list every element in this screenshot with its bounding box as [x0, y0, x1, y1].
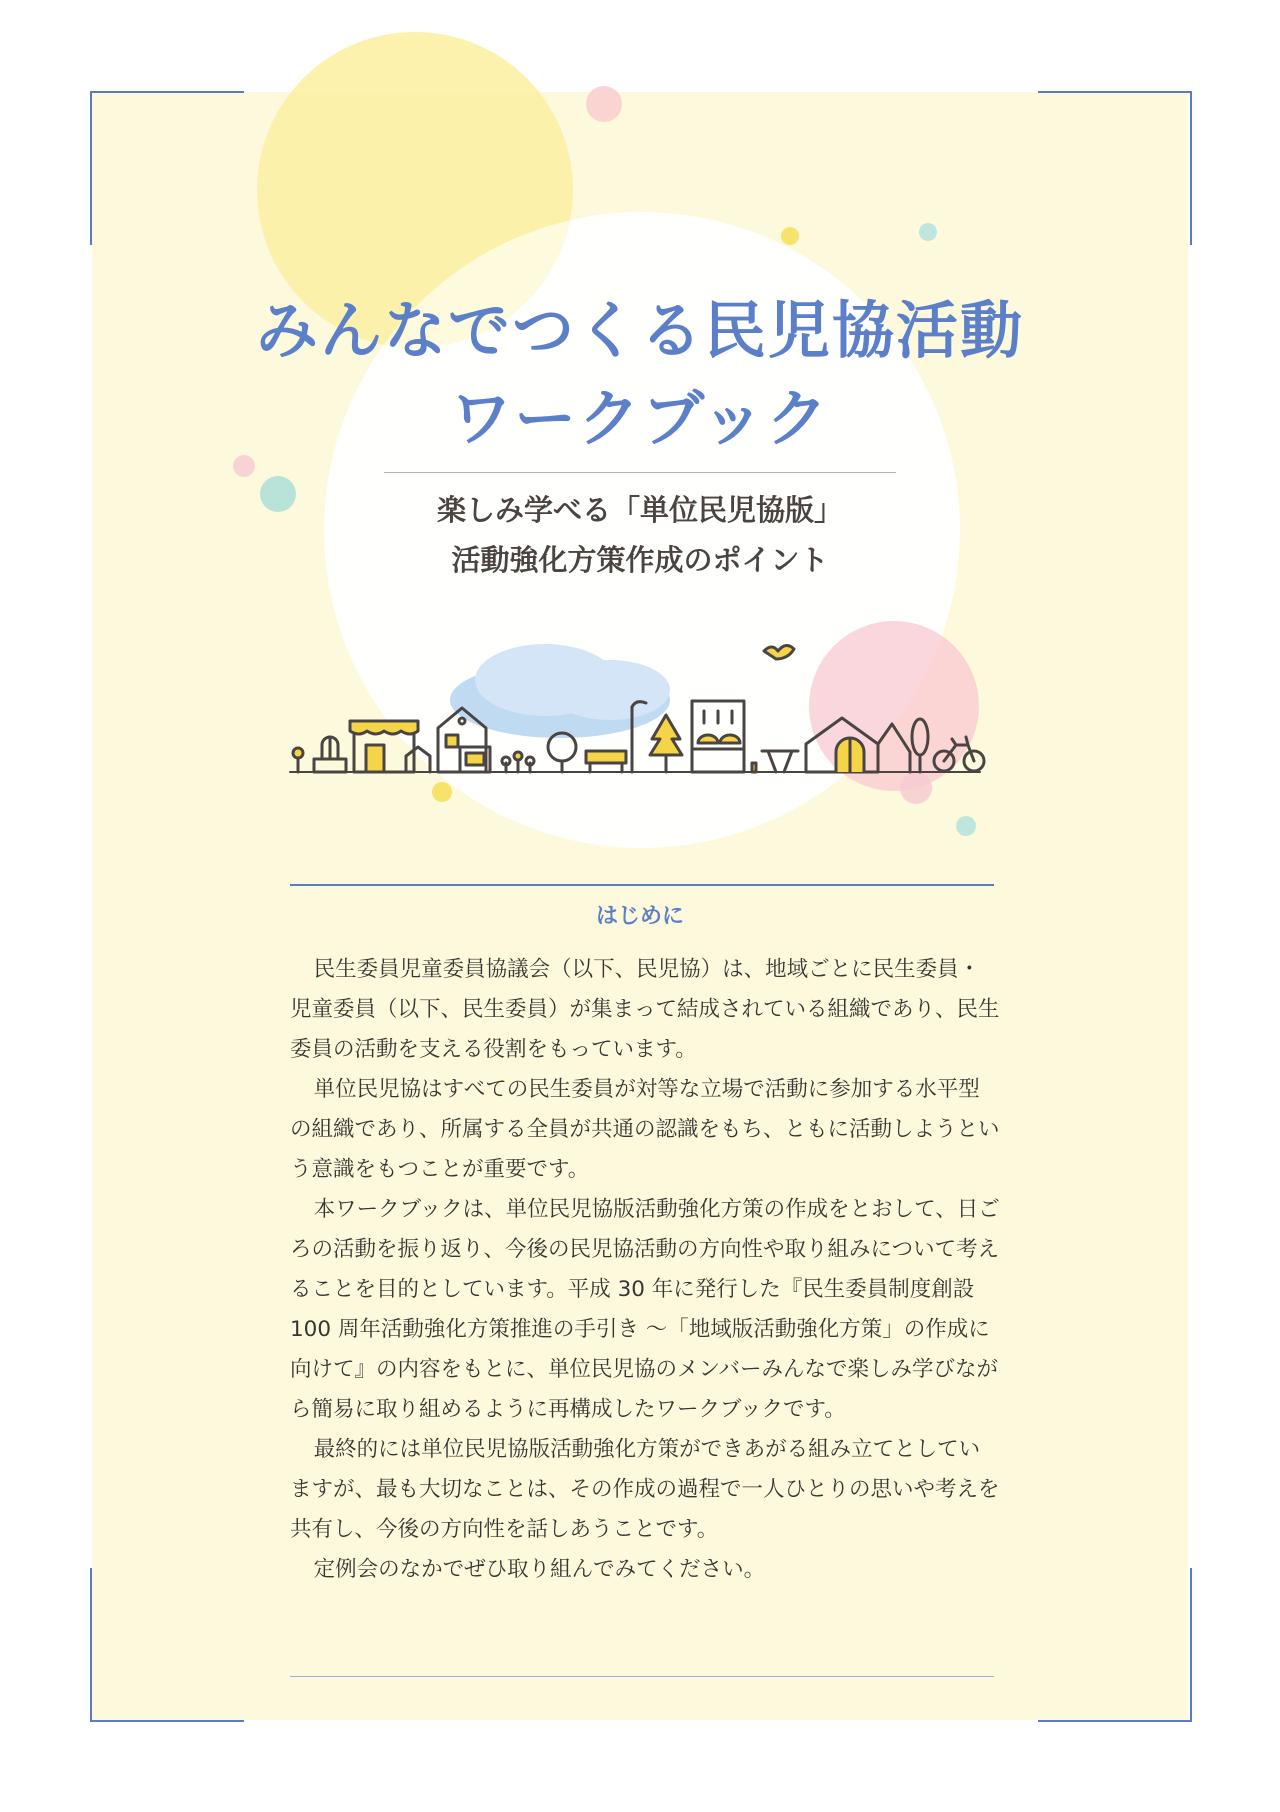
- house-icon: [438, 708, 490, 772]
- yellow-small-dot: [432, 782, 452, 802]
- yellow-dot: [781, 227, 799, 245]
- teal-small-dot: [956, 816, 976, 836]
- pink-small-dot: [233, 455, 255, 477]
- subtitle-line2: 活動強化方策作成のポイント: [451, 543, 829, 577]
- fountain-icon: [314, 737, 346, 772]
- intro-paragraph-5: 定例会のなかでぜひ取り組んでみてください。: [313, 1557, 766, 1582]
- tree-icon: [548, 733, 576, 772]
- teal-dot: [919, 223, 937, 241]
- picnic-table-icon: [752, 751, 798, 772]
- flowers-icon: [502, 752, 534, 772]
- intro-top-rule: [290, 884, 994, 886]
- corner-mark-bottom-left: [90, 1568, 244, 1722]
- main-title-line1: みんなでつくる民児協活動: [255, 294, 1024, 367]
- street-lamp-icon: [632, 702, 646, 772]
- bench-icon: [586, 751, 626, 772]
- town-illustration: [280, 635, 1000, 785]
- title-divider: [384, 472, 896, 473]
- main-title-line2: ワークブック: [450, 382, 830, 455]
- corner-mark-top-right: [1038, 91, 1192, 245]
- building-icon: [692, 701, 744, 772]
- shed-icon: [406, 747, 430, 772]
- pine-tree-icon: [650, 715, 682, 772]
- intro-paragraph-3: 本ワークブックは、単位民児協版活動強化方策の作成をとおして、日ごろの活動を振り返り、今後の民児協活動の方向性や取り組みについて考えることを目的としています。平成 30 年に発行した『民生委員制度創設100 周年活動強化方策推進の手引き ～「地域版活動強化方策」の作成に向けて』の内容をもとに、単位民児協のメンバーみんなで楽しみ学びながら簡易に取り組めるように再構成したワークブックです。: [290, 1197, 1000, 1422]
- intro-paragraph-2: 単位民児協はすべての民生委員が対等な立場で活動に参加する水平型の組織であり、所属する全員が共通の認識をもち、ともに活動しようという意識をもつことが重要です。: [290, 1077, 1000, 1182]
- corner-mark-top-left: [90, 91, 244, 245]
- subtitle-line1: 楽しみ学べる「単位民児協版」: [436, 493, 843, 527]
- bicycle-icon: [934, 737, 984, 771]
- intro-bottom-rule: [290, 1676, 994, 1677]
- intro-paragraph-1: 民生委員児童委員協議会（以下、民児協）は、地域ごとに民生委員・児童委員（以下、民生委員）が集まって結成されている組織であり、民生委員の活動を支える役割をもっています。: [290, 957, 1000, 1062]
- intro-body: [290, 950, 1000, 1590]
- corner-mark-bottom-right: [1038, 1568, 1192, 1722]
- big-house-icon: [806, 718, 910, 772]
- intro-paragraph-4: 最終的には単位民児協版活動強化方策ができあがる組み立てとしていますが、最も大切なことは、その作成の過程で一人ひとりの思いや考えを共有し、今後の方向性を話しあうことです。: [290, 1437, 1000, 1542]
- bird-icon: [764, 645, 794, 659]
- shop-icon: [350, 721, 418, 772]
- flower-icon: [293, 748, 303, 772]
- intro-heading: はじめに: [595, 904, 684, 929]
- pink-dot: [586, 86, 622, 122]
- slim-tree-icon: [912, 719, 928, 772]
